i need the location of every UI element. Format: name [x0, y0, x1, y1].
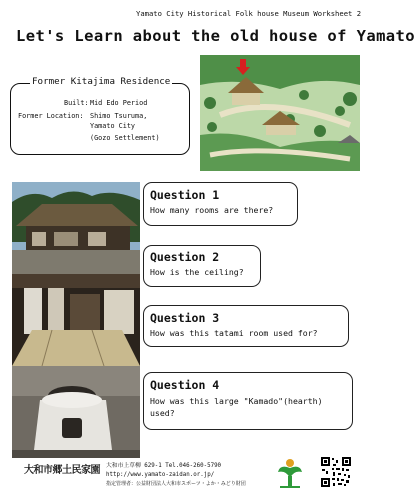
footer-address: 大和市上草柳 629-1 Tel.046-260-5790 — [106, 463, 222, 469]
museum-map-illustration — [200, 55, 360, 171]
foundation-logo-icon — [276, 456, 304, 490]
question-4-text-line1: How was this large "Kamado"(hearth) — [150, 396, 323, 406]
photo-tatami-room — [12, 274, 140, 366]
question-2-title: Question 2 — [150, 250, 220, 264]
photo-house-exterior — [12, 182, 140, 274]
location-line1: Shimo Tsuruma, — [90, 112, 148, 120]
footer-url[interactable]: http://www.yamato-zaidan.or.jp/ — [106, 472, 215, 478]
photo-kamado-hearth — [12, 366, 140, 458]
qr-code-icon[interactable] — [320, 456, 352, 488]
worksheet-label: Yamato City Historical Folk house Museum Worksheet 2 — [136, 9, 362, 18]
info-title: Former Kitajima Residence — [32, 76, 171, 87]
question-4-text-line2: used? — [150, 408, 175, 418]
footer-management: 指定管理者：公益財団法人大和市スポーツ・よか・みどり財団 — [106, 481, 246, 487]
question-4-title: Question 4 — [150, 378, 220, 392]
built-label: Built: — [64, 99, 89, 107]
museum-logo: 大和市郷土民家園 — [24, 465, 100, 476]
question-1-title: Question 1 — [150, 188, 220, 202]
question-3-text: How was this tatami room used for? — [150, 328, 318, 338]
page-title: Let's Learn about the old house of Yamato — [16, 27, 415, 45]
question-3-title: Question 3 — [150, 311, 220, 325]
question-1-text: How many rooms are there? — [150, 205, 274, 215]
question-2-text: How is the ceiling? — [150, 267, 244, 277]
location-line3: (Gozo Settlement) — [90, 134, 160, 142]
location-line2: Yamato City — [90, 122, 136, 130]
built-value: Mid Edo Period — [90, 99, 148, 107]
location-label: Former Location: — [18, 112, 84, 120]
